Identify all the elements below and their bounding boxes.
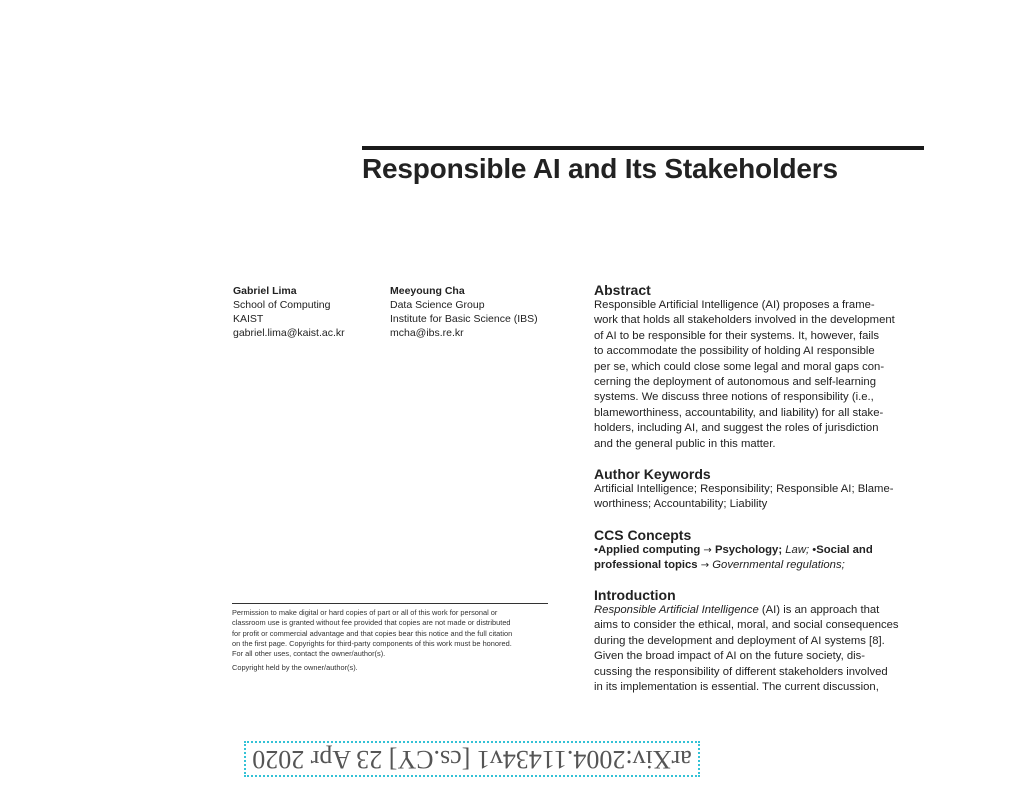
permission-line: Permission to make digital or hard copies of part or all of this work for personal or (232, 608, 498, 617)
permission-line: classroom use is granted without fee provided that copies are not made or distributed (232, 618, 511, 628)
permission-notice (232, 603, 548, 674)
text-line: of AI to be responsible for their systems. It, however, fails (594, 329, 880, 342)
arxiv-identifier: arXiv:2004.11434v1 [cs.CY] 23 Apr 2020 (252, 745, 692, 774)
ccs-concept: Psychology; (714, 544, 783, 556)
ccs-concept: Law; (785, 544, 810, 556)
author-block-lima (233, 284, 345, 340)
ccs-line (594, 543, 924, 558)
text-line: Artificial Intelligence; Responsibility; Responsible AI; Blame- (594, 483, 894, 495)
section-heading: Author Keywords (594, 466, 711, 482)
arrow-icon: → (703, 545, 712, 556)
text-line: cerning the deployment of autonomous and self-learning (594, 376, 876, 389)
ccs-concept: professional topics (594, 559, 698, 572)
introduction-section (594, 587, 924, 695)
keywords-text (594, 482, 924, 513)
permission-line: For all other uses, contact the owner/author(s). (232, 649, 386, 659)
ccs-concept: Social and (816, 544, 873, 556)
author-email: gabriel.lima@kaist.ac.kr (233, 327, 345, 339)
text-line: per se, which could close some legal and moral gaps con- (594, 360, 885, 373)
section-heading: Introduction (594, 587, 676, 603)
copyright-notice: Copyright held by the owner/author(s). (232, 663, 358, 673)
author-affiliation: Institute for Basic Science (IBS) (390, 313, 538, 325)
author-affiliation: KAIST (233, 313, 264, 325)
ccs-section (594, 527, 924, 574)
arxiv-stamp-box[interactable] (244, 741, 700, 777)
author-block-cha (390, 284, 538, 340)
ccs-concept: Governmental regulations; (712, 559, 845, 572)
introduction-text (594, 603, 924, 695)
text-line: work that holds all stakeholders involved in the development (594, 314, 895, 327)
author-affiliation: School of Computing (233, 299, 331, 311)
text-line: during the development and deployment of AI systems [8]. (594, 634, 885, 647)
text-fragment: (AI) is an approach that (758, 604, 880, 616)
ccs-concept: Applied computing (597, 544, 701, 556)
text-line: and the general public in this matter. (594, 437, 776, 450)
ccs-bullet: • (594, 544, 598, 556)
section-heading: Abstract (594, 282, 651, 298)
ccs-text (594, 543, 924, 574)
permission-line: for profit or commercial advantage and that copies bear this notice and the full citation (232, 628, 513, 638)
text-line: Responsible Artificial Intelligence (AI) proposes a frame- (594, 299, 875, 311)
section-heading: CCS Concepts (594, 527, 692, 543)
author-name: Meeyoung Cha (390, 285, 465, 297)
keywords-section (594, 466, 924, 513)
text-line: worthiness; Accountability; Liability (594, 498, 768, 511)
author-email: mcha@ibs.re.kr (390, 327, 464, 339)
ccs-bullet: • (812, 544, 817, 556)
permission-line: on the first page. Copyrights for third-party components of this work must be honored. (232, 638, 512, 648)
abstract-text (594, 298, 924, 452)
text-line: cussing the responsibility of different stakeholders involved (594, 665, 888, 678)
author-affiliation: Data Science Group (390, 299, 485, 311)
paper-title: Responsible AI and Its Stakeholders (362, 153, 838, 184)
text-line: systems. We discuss three notions of responsibility (i.e., (594, 391, 874, 404)
text-line: aims to consider the ethical, moral, and social consequences (594, 619, 899, 632)
arrow-icon: → (700, 560, 710, 572)
text-line: in its implementation is essential. The current discussion, (594, 681, 879, 694)
text-line (594, 603, 924, 618)
text-line: blameworthiness, accountability, and liability) for all stake- (594, 406, 884, 419)
emphasized-term: Responsible Artificial Intelligence (594, 604, 759, 616)
text-line: to accommodate the possibility of holding AI responsible (594, 345, 875, 358)
text-line: holders, including AI, and suggest the roles of jurisdiction (594, 422, 879, 435)
ccs-line (594, 558, 924, 573)
abstract-section (594, 282, 924, 452)
title-rule (362, 146, 924, 150)
author-name: Gabriel Lima (233, 285, 297, 297)
text-line: Given the broad impact of AI on the future society, dis- (594, 650, 866, 663)
